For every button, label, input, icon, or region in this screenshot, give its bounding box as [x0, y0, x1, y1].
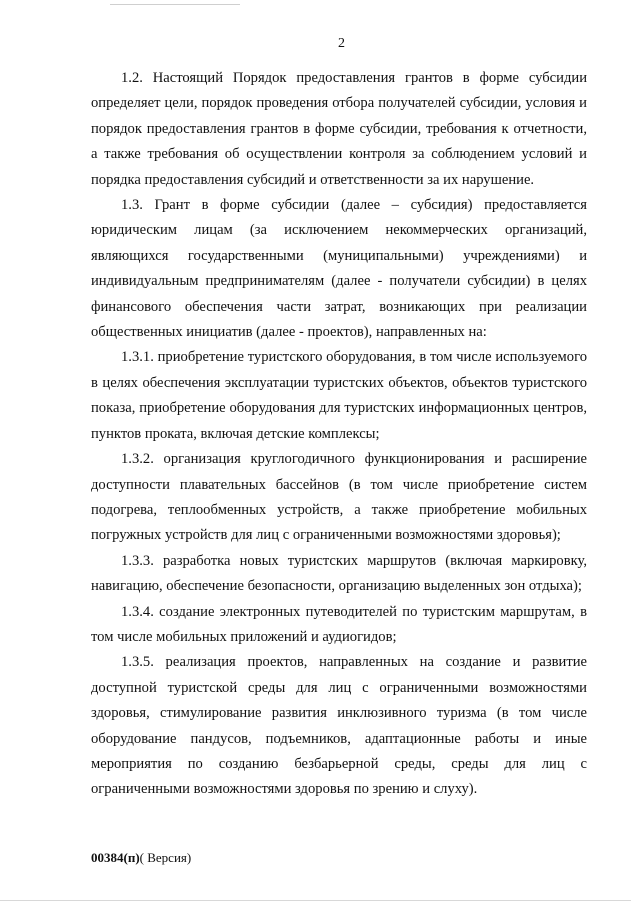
document-version: ( Версия): [139, 850, 192, 865]
page-number: 2: [338, 36, 345, 51]
paragraph-1-3-1: 1.3.1. приобретение туристского оборудования, в том числе используемого в целях обеспечения эксплуатации туристских объектов, объектов туристского показа, приобретение оборудования для туристских информационных центров, пунктов проката, включая детские комплексы;: [91, 349, 587, 442]
document-body: [91, 66, 587, 803]
paragraph-1-2: 1.2. Настоящий Порядок предоставления грантов в форме субсидии определяет цели, порядок проведения отбора получателей субсидии, условия и порядок предоставления грантов в форме субсидии, требования к отчетности, а также требования об осуществлении контроля за соблюдением условий и порядка предоставления субсидий и ответственности за их нарушение.: [91, 70, 587, 188]
document-footer: [91, 850, 191, 866]
scan-artifact-top: [110, 4, 240, 5]
scan-artifact-bottom: [0, 900, 631, 901]
document-code: 00384(п): [91, 850, 140, 865]
paragraph-1-3-5: 1.3.5. реализация проектов, направленных на создание и развитие доступной туристской среды для лиц с ограниченными возможностями здоровья, стимулирование развития инклюзивного туризма (в том числе оборудование пандусов, подъемников, адаптационные работы и иные мероприятия по созданию безбарьерной среды, среды для лиц с ограниченными возможностями здоровья по зрению и слуху).: [91, 654, 587, 798]
paragraph-1-3-4: 1.3.4. создание электронных путеводителей по туристским маршрутам, в том числе мобильных приложений и аудиогидов;: [91, 603, 587, 645]
paragraph-1-3-3: 1.3.3. разработка новых туристских маршрутов (включая маркировку, навигацию, обеспечение безопасности, организацию выделенных зон отдыха);: [91, 552, 587, 595]
paragraph-1-3-2: 1.3.2. организация круглогодичного функционирования и расширение доступности плавательных бассейнов (в том числе приобретение систем подогрева, теплообменных устройств, а также приобретение мобильных погружных устройств для лиц с ограниченными возможностями здоровья);: [91, 451, 587, 544]
paragraph-1-3: 1.3. Грант в форме субсидии (далее – субсидия) предоставляется юридическим лицам (за исключением некоммерческих организаций, являющихся государственными (муниципальными) учреждениями) и индивидуальным предпринимателям (далее - получатели субсидии) в целях финансового обеспечения части затрат, возникающих при реализации общественных инициатив (далее - проектов), направленных на:: [91, 197, 587, 341]
